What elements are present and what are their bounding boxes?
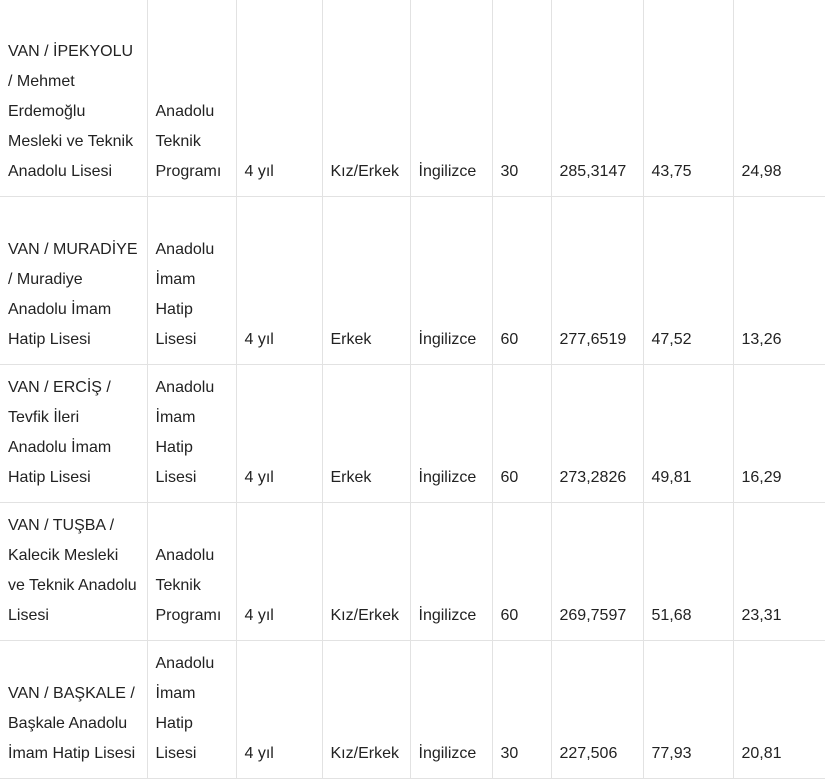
program-type-cell: Anadolu İmam Hatip Lisesi [147,365,236,503]
gender-cell: Kız/Erkek [322,503,410,641]
quota-cell: 60 [492,365,551,503]
gender-cell: Kız/Erkek [322,0,410,197]
last-value-cell: 23,31 [733,503,825,641]
duration-cell: 4 yıl [236,503,322,641]
table-row [0,365,825,503]
table-row [0,197,825,365]
base-score-cell: 285,3147 [551,0,643,197]
quota-cell: 30 [492,0,551,197]
base-score-cell: 227,506 [551,641,643,779]
last-value-cell: 20,81 [733,641,825,779]
duration-cell: 4 yıl [236,365,322,503]
language-cell: İngilizce [410,0,492,197]
school-name-cell: VAN / İPEKYOLU / Mehmet Erdemoğlu Mesleki ve Teknik Anadolu Lisesi [0,0,147,197]
quota-cell: 60 [492,197,551,365]
base-score-cell: 273,2826 [551,365,643,503]
gender-cell: Erkek [322,365,410,503]
language-cell: İngilizce [410,197,492,365]
base-score-cell: 277,6519 [551,197,643,365]
percentile-cell: 49,81 [643,365,733,503]
school-name-cell: VAN / TUŞBA / Kalecik Mesleki ve Teknik Anadolu Lisesi [0,503,147,641]
program-type-cell: Anadolu İmam Hatip Lisesi [147,197,236,365]
quota-cell: 30 [492,641,551,779]
last-value-cell: 24,98 [733,0,825,197]
percentile-cell: 47,52 [643,197,733,365]
gender-cell: Erkek [322,197,410,365]
quota-cell: 60 [492,503,551,641]
percentile-cell: 43,75 [643,0,733,197]
school-name-cell: VAN / ERCİŞ / Tevfik İleri Anadolu İmam Hatip Lisesi [0,365,147,503]
duration-cell: 4 yıl [236,197,322,365]
gender-cell: Kız/Erkek [322,641,410,779]
table-row [0,641,825,779]
percentile-cell: 77,93 [643,641,733,779]
table-row [0,503,825,641]
language-cell: İngilizce [410,641,492,779]
language-cell: İngilizce [410,365,492,503]
duration-cell: 4 yıl [236,0,322,197]
base-score-cell: 269,7597 [551,503,643,641]
program-type-cell: Anadolu Teknik Programı [147,0,236,197]
percentile-cell: 51,68 [643,503,733,641]
table-row [0,0,825,197]
school-name-cell: VAN / MURADİYE / Muradiye Anadolu İmam Hatip Lisesi [0,197,147,365]
language-cell: İngilizce [410,503,492,641]
duration-cell: 4 yıl [236,641,322,779]
program-type-cell: Anadolu Teknik Programı [147,503,236,641]
last-value-cell: 16,29 [733,365,825,503]
school-name-cell: VAN / BAŞKALE / Başkale Anadolu İmam Hatip Lisesi [0,641,147,779]
program-type-cell: Anadolu İmam Hatip Lisesi [147,641,236,779]
last-value-cell: 13,26 [733,197,825,365]
